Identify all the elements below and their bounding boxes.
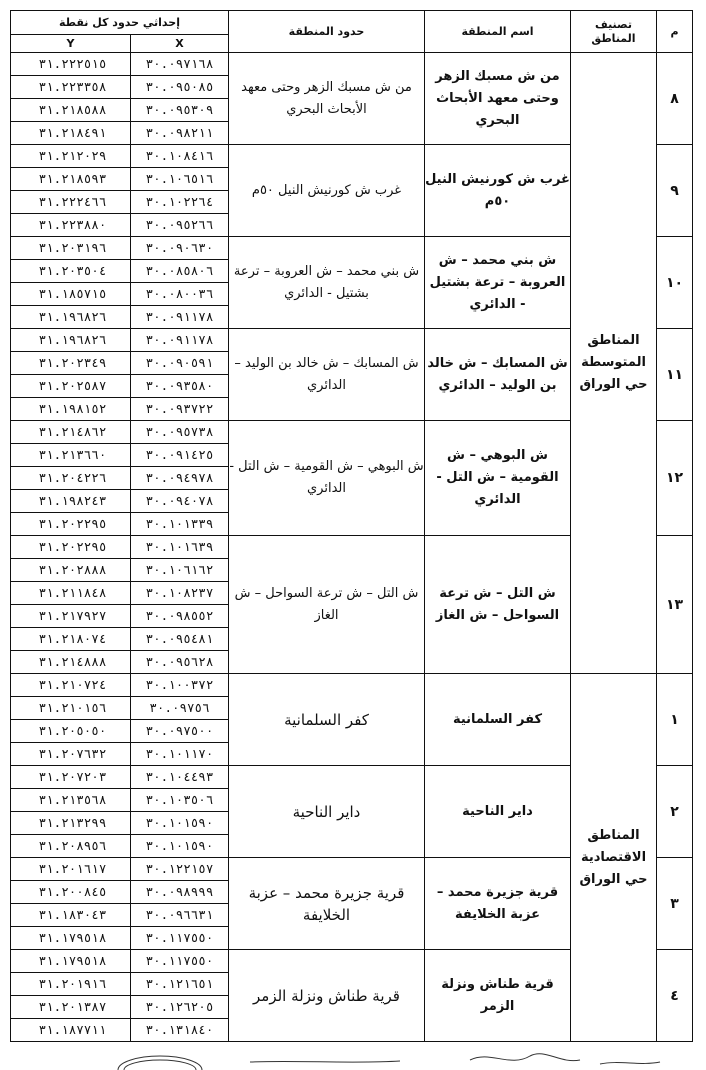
zone-name: قرية جزيرة محمد – عزبة الخلايفة (425, 858, 571, 950)
coord-y-value: ٣١.٢٢٢٤٦٦ (11, 191, 130, 214)
coord-y-value: ٣١.٢٠٧٢٠٣ (11, 766, 130, 789)
coord-x-value: ٣٠.٠٩٥٧٣٨ (131, 421, 228, 444)
coord-x-value: ٣٠.٠٩٤٠٧٨ (131, 490, 228, 513)
coord-x-value: ٣٠.٠٩٥٢٦٦ (145, 217, 214, 232)
zone-name: كفر السلمانية (425, 674, 571, 766)
coord-x-value: ٣٠.٠٩٥٤٨١ (131, 628, 228, 651)
coord-x-value: ٣٠.١٠١٥٩٠ (131, 812, 228, 835)
coord-y-value: ٣١.١٧٩٥١٨ (11, 950, 130, 973)
coord-x-value: ٣٠.١٠٨٤١٦ (131, 145, 228, 168)
coord-list-y (10, 237, 130, 329)
zone-name: ش بني محمد – ش العروبة – ترعة بشتيل - الدائري (425, 237, 571, 329)
coord-y-value: ٣١.٢١١٨٤٨ (11, 582, 130, 605)
zone-name: ش البوهي – ش القومية – ش التل - الدائري (425, 421, 571, 536)
coord-x-value: ٣٠.٠٩٠٥٩١ (131, 352, 228, 375)
coord-x-value: ٣٠.١٠٢٢٦٤ (131, 191, 228, 214)
row-index: ١٠ (657, 237, 693, 329)
coord-y-value: ٣١.٢٠١٣٨٧ (11, 996, 130, 1019)
coord-x-value: ٣٠.٠٩٠٦٣٠ (131, 237, 228, 260)
zone-bounds: غرب ش كورنيش النيل ٥٠م (229, 145, 425, 237)
coord-x-value: ٣٠.٠٩٣٧٢٢ (145, 401, 214, 416)
zone-bounds: قرية طناش ونزلة الزمر (229, 950, 425, 1042)
row-index: ١٣ (657, 536, 693, 674)
coord-y-value: ٣١.٢١٨٥٩٣ (11, 168, 130, 191)
coord-x-value: ٣٠.١٠٦٥١٦ (131, 168, 228, 191)
coord-list-x (131, 421, 229, 536)
coord-x-value: ٣٠.١١٧٥٥٠ (145, 930, 214, 945)
coord-x-value: ٣٠.٠٩٦٦٣١ (131, 904, 228, 927)
coord-y-value: ٣١.٢٠٨٩٥٦ (38, 838, 107, 853)
coord-x-value: ٣٠.١٠٠٣٧٢ (131, 674, 228, 697)
coord-y-value: ٣١.١٩٨٢٤٣ (11, 490, 130, 513)
coord-x-value: ٣٠.٠٩٣٥٨٠ (131, 375, 228, 398)
zone-bounds: داير الناحية (229, 766, 425, 858)
coord-x-value: ٣٠.٠٩٥٣٠٩ (131, 99, 228, 122)
coord-list-y (10, 536, 130, 674)
coord-y-value: ٣١.١٨٣٠٤٣ (11, 904, 130, 927)
coord-list-y (10, 145, 130, 237)
table-row (10, 674, 692, 766)
header-y: Y (10, 35, 130, 53)
coord-y-value: ٣١.٢٠٢٢٩٥ (11, 536, 130, 559)
coord-y-value: ٣١.٢٢٣٣٥٨ (11, 76, 130, 99)
coord-y-value: ٣١.٢٢٣٨٨٠ (38, 217, 107, 232)
zone-name: غرب ش كورنيش النيل ٥٠م (425, 145, 571, 237)
coord-y-value: ٣١.٢١٨٥٨٨ (11, 99, 130, 122)
zone-bounds: قرية جزيرة محمد – عزبة الخلايفة (229, 858, 425, 950)
coord-list-y (10, 53, 130, 145)
coord-y-value: ٣١.١٨٧٧١١ (38, 1022, 107, 1037)
coord-x-value: ٣٠.٠٩٥٦٢٨ (145, 654, 214, 669)
coord-y-value: ٣١.٢٠٤٢٢٦ (11, 467, 130, 490)
coord-x-value: ٣٠.١٠٤٤٩٣ (131, 766, 228, 789)
zones-table (10, 10, 693, 1042)
header-x: X (131, 35, 229, 53)
coord-list-x (131, 858, 229, 950)
coord-list-x (131, 674, 229, 766)
coord-x-value: ٣٠.١٠١٣٣٩ (145, 516, 214, 531)
coord-y-value: ٣١.٢١٨٤٩١ (38, 125, 107, 140)
coord-list-x (131, 766, 229, 858)
coord-x-value: ٣٠.١٠١١٧٠ (145, 746, 214, 761)
coord-list-y (10, 858, 130, 950)
zone-classification: المناطق الاقتصادية حي الوراق (571, 674, 657, 1042)
coord-x-value: ٣٠.٠٩١١٧٨ (145, 309, 214, 324)
coord-y-value: ٣١.٢٠٢٢٩٥ (38, 516, 107, 531)
coord-y-value: ٣١.٢١٣٢٩٩ (11, 812, 130, 835)
row-index: ٣ (657, 858, 693, 950)
zone-bounds: ش البوهي – ش القومية – ش التل - الدائري (229, 421, 425, 536)
zone-name: من ش مسبك الزهر وحتى معهد الأبحاث البحري (425, 53, 571, 145)
coord-y-value: ٣١.١٩٦٨٢٦ (38, 309, 107, 324)
coord-list-y (10, 329, 130, 421)
coord-list-x (131, 237, 229, 329)
coord-y-value: ٣١.١٧٩٥١٨ (38, 930, 107, 945)
coord-x-value: ٣٠.٠٩٨٩٩٩ (131, 881, 228, 904)
row-index: ٤ (657, 950, 693, 1042)
coord-list-y (10, 421, 130, 536)
zone-name: ش التل – ش ترعة السواحل – ش الغاز (425, 536, 571, 674)
coord-x-value: ٣٠.٠٩٧٥٠٠ (131, 720, 228, 743)
zone-name: قرية طناش ونزلة الزمر (425, 950, 571, 1042)
coord-x-value: ٣٠.١٠٦١٦٢ (131, 559, 228, 582)
coord-x-value: ٣٠.١٠١٦٣٩ (131, 536, 228, 559)
coord-y-value: ٣١.١٩٨١٥٢ (38, 401, 107, 416)
coord-list-x (131, 145, 229, 237)
coord-x-value: ٣٠.١٠٣٥٠٦ (131, 789, 228, 812)
zone-name: ش المسابك – ش خالد بن الوليد – الدائري (425, 329, 571, 421)
coord-x-value: ٣٠.٠٩٨٥٥٢ (131, 605, 228, 628)
coord-x-value: ٣٠.١٢٦٢٠٥ (131, 996, 228, 1019)
coord-y-value: ٣١.٢١٤٨٨٨ (38, 654, 107, 669)
coord-x-value: ٣٠.١٠٨٢٣٧ (131, 582, 228, 605)
coord-y-value: ٣١.٢١٠١٥٦ (11, 697, 130, 720)
coord-list-x (131, 53, 229, 145)
coord-list-y (10, 766, 130, 858)
coord-list-x (131, 536, 229, 674)
header-coordinates: إحداثي حدود كل نقطة (10, 11, 228, 35)
coord-list-y (10, 674, 130, 766)
coord-y-value: ٣١.٢٠٣١٩٦ (11, 237, 130, 260)
header-zone-bounds: حدود المنطقة (229, 11, 425, 53)
coord-y-value: ٣١.٢١٣٥٦٨ (11, 789, 130, 812)
coord-x-value: ٣٠.٠٨٠٠٣٦ (131, 283, 228, 306)
coord-x-value: ٣٠.٠٩٨٢١١ (145, 125, 214, 140)
zone-bounds: ش بني محمد – ش العروبة – ترعة بشتيل - الدائري (229, 237, 425, 329)
coord-y-value: ٣١.٢١٢٠٢٩ (11, 145, 130, 168)
coord-x-value: ٣٠.١١٧٥٥٠ (131, 950, 228, 973)
coord-y-value: ٣١.٢٠٧٦٣٢ (38, 746, 107, 761)
zones-table-body (10, 53, 692, 1042)
coord-y-value: ٣١.٢٠٥٠٥٠ (11, 720, 130, 743)
coord-x-value: ٣٠.٠٨٥٨٠٦ (131, 260, 228, 283)
coord-y-value: ٣١.٢٠١٦١٧ (11, 858, 130, 881)
coord-x-value: ٣٠.١٢١٦٥١ (131, 973, 228, 996)
coord-y-value: ٣١.٢١٨٠٧٤ (11, 628, 130, 651)
coord-y-value: ٣١.٢١٤٨٦٢ (11, 421, 130, 444)
header-classification: تصنيف المناطق (571, 11, 657, 53)
coordinates-table-sheet (11, 10, 693, 1058)
zone-bounds: كفر السلمانية (229, 674, 425, 766)
row-index: ٨ (657, 53, 693, 145)
coord-x-value: ٣٠.٠٩١١٧٨ (131, 329, 228, 352)
table-row (10, 53, 692, 145)
coord-y-value: ٣١.٢٠٠٨٤٥ (11, 881, 130, 904)
coord-x-value: ٣٠.١٢٢١٥٧ (131, 858, 228, 881)
row-index: ١ (657, 674, 693, 766)
zone-bounds: ش المسابك – ش خالد بن الوليد – الدائري (229, 329, 425, 421)
coord-y-value: ٣١.٢٠٢٨٨٨ (11, 559, 130, 582)
header-index: م (657, 11, 693, 53)
header-zone-name: اسم المنطقة (425, 11, 571, 53)
zone-classification: المناطق المتوسطة حي الوراق (571, 53, 657, 674)
coord-y-value: ٣١.٢١٧٩٢٧ (11, 605, 130, 628)
zone-bounds: من ش مسبك الزهر وحتى معهد الأبحاث البحري (229, 53, 425, 145)
coord-list-y (10, 950, 130, 1042)
coord-y-value: ٣١.٢١٣٦٦٠ (11, 444, 130, 467)
coord-x-value: ٣٠.٠٩٧٥٦ (131, 697, 228, 720)
coord-x-value: ٣٠.٠٩٥٠٨٥ (131, 76, 228, 99)
coord-y-value: ٣١.٢٠٢٥٨٧ (11, 375, 130, 398)
coord-x-value: ٣٠.٠٩٤٩٧٨ (131, 467, 228, 490)
coord-x-value: ٣٠.١٠١٥٩٠ (145, 838, 214, 853)
coord-list-x (131, 329, 229, 421)
coord-x-value: ٣٠.٠٩٧١٦٨ (131, 53, 228, 76)
row-index: ٩ (657, 145, 693, 237)
coord-y-value: ٣١.٢٢٢٥١٥ (11, 53, 130, 76)
zone-bounds: ش التل – ش ترعة السواحل – ش الغاز (229, 536, 425, 674)
coord-y-value: ٣١.٢٠٣٥٠٤ (11, 260, 130, 283)
coord-list-x (131, 950, 229, 1042)
row-index: ١١ (657, 329, 693, 421)
coord-y-value: ٣١.٢٠١٩١٦ (11, 973, 130, 996)
zone-name: داير الناحية (425, 766, 571, 858)
coord-y-value: ٣١.١٨٥٧١٥ (11, 283, 130, 306)
coord-y-value: ٣١.٢١٠٧٢٤ (11, 674, 130, 697)
coord-x-value: ٣٠.١٣١٨٤٠ (145, 1022, 214, 1037)
row-index: ٢ (657, 766, 693, 858)
coord-y-value: ٣١.١٩٦٨٢٦ (11, 329, 130, 352)
coord-y-value: ٣١.٢٠٢٣٤٩ (11, 352, 130, 375)
coord-x-value: ٣٠.٠٩١٤٢٥ (131, 444, 228, 467)
row-index: ١٢ (657, 421, 693, 536)
